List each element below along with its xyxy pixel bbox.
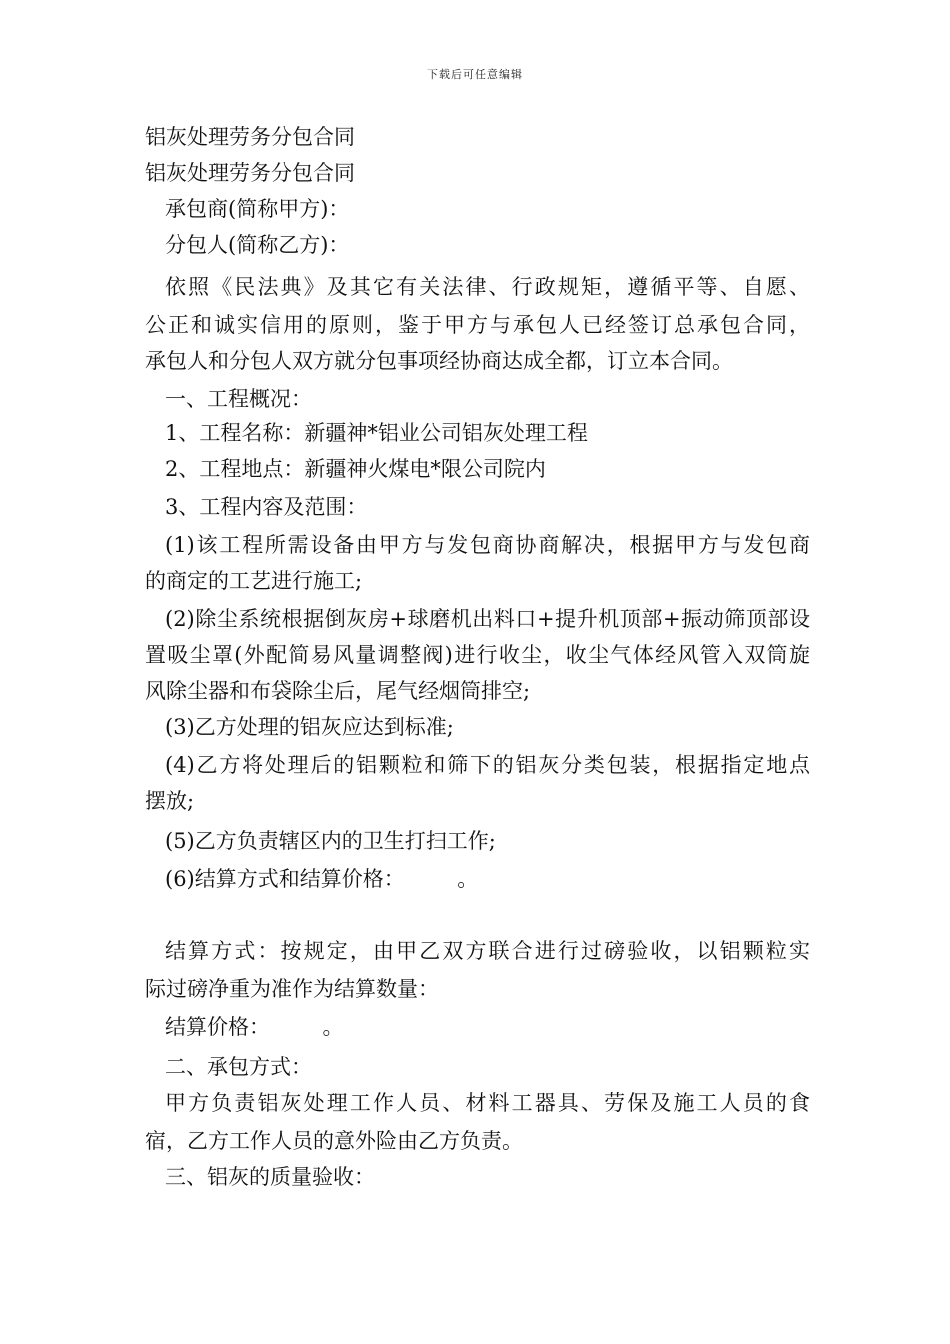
page-header: 下载后可任意编辑 — [427, 68, 523, 81]
paragraph-line: (5)乙方负责辖区内的卫生打扫工作; — [165, 829, 496, 853]
paragraph-line: 依照《民法典》及其它有关法律、行政规矩，遵循平等、自愿、 — [165, 275, 810, 299]
paragraph-line: 1、工程名称：新疆神*铝业公司铝灰处理工程 — [165, 421, 588, 445]
paragraph-line: (3)乙方处理的铝灰应达到标准; — [165, 715, 454, 739]
paragraph-line: 三、铝灰的质量验收： — [165, 1165, 375, 1189]
paragraph-line: 铝灰处理劳务分包合同 — [145, 161, 355, 185]
paragraph-line: 甲方负责铝灰处理工作人员、材料工器具、劳保及施工人员的食 — [165, 1091, 810, 1115]
paragraph-line: 3、工程内容及范围： — [165, 495, 368, 519]
paragraph-line: 摆放; — [145, 789, 195, 813]
paragraph-line: (2)除尘系统根据倒灰房+球磨机出料口+提升机顶部+振动筛顶部设 — [165, 607, 810, 631]
paragraph-line: (1)该工程所需设备由甲方与发包商协商解决，根据甲方与发包商 — [165, 533, 810, 557]
paragraph-line: 结算价格： 。 — [165, 1015, 344, 1039]
paragraph-line: 2、工程地点：新疆神火煤电*限公司院内 — [165, 457, 546, 481]
document-title: 铝灰处理劳务分包合同 — [145, 125, 355, 149]
paragraph-line: 公正和诚实信用的原则，鉴于甲方与承包人已经签订总承包合同， — [145, 313, 810, 337]
paragraph-line: (6)结算方式和结算价格： 。 — [165, 867, 479, 891]
paragraph-line: (4)乙方将处理后的铝颗粒和筛下的铝灰分类包装，根据指定地点 — [165, 753, 810, 777]
paragraph-line: 一、工程概况： — [165, 387, 312, 411]
paragraph-line: 置吸尘罩(外配简易风量调整阀)进行收尘，收尘气体经风管入双筒旋 — [145, 643, 810, 667]
paragraph-line: 结算方式：按规定，由甲乙双方联合进行过磅验收，以铝颗粒实 — [165, 939, 810, 963]
paragraph-line: 宿，乙方工作人员的意外险由乙方负责。 — [145, 1129, 523, 1153]
paragraph-line: 风除尘器和布袋除尘后，尾气经烟筒排空; — [145, 679, 531, 703]
paragraph-line: 二、承包方式： — [165, 1055, 312, 1079]
paragraph-line: 承包人和分包人双方就分包事项经协商达成全都，订立本合同。 — [145, 349, 733, 373]
paragraph-line: 的商定的工艺进行施工; — [145, 569, 363, 593]
paragraph-line: 际过磅净重为准作为结算数量： — [145, 977, 439, 1001]
paragraph-line: 分包人(简称乙方)： — [165, 233, 350, 257]
paragraph-line: 承包商(简称甲方)： — [165, 197, 350, 221]
